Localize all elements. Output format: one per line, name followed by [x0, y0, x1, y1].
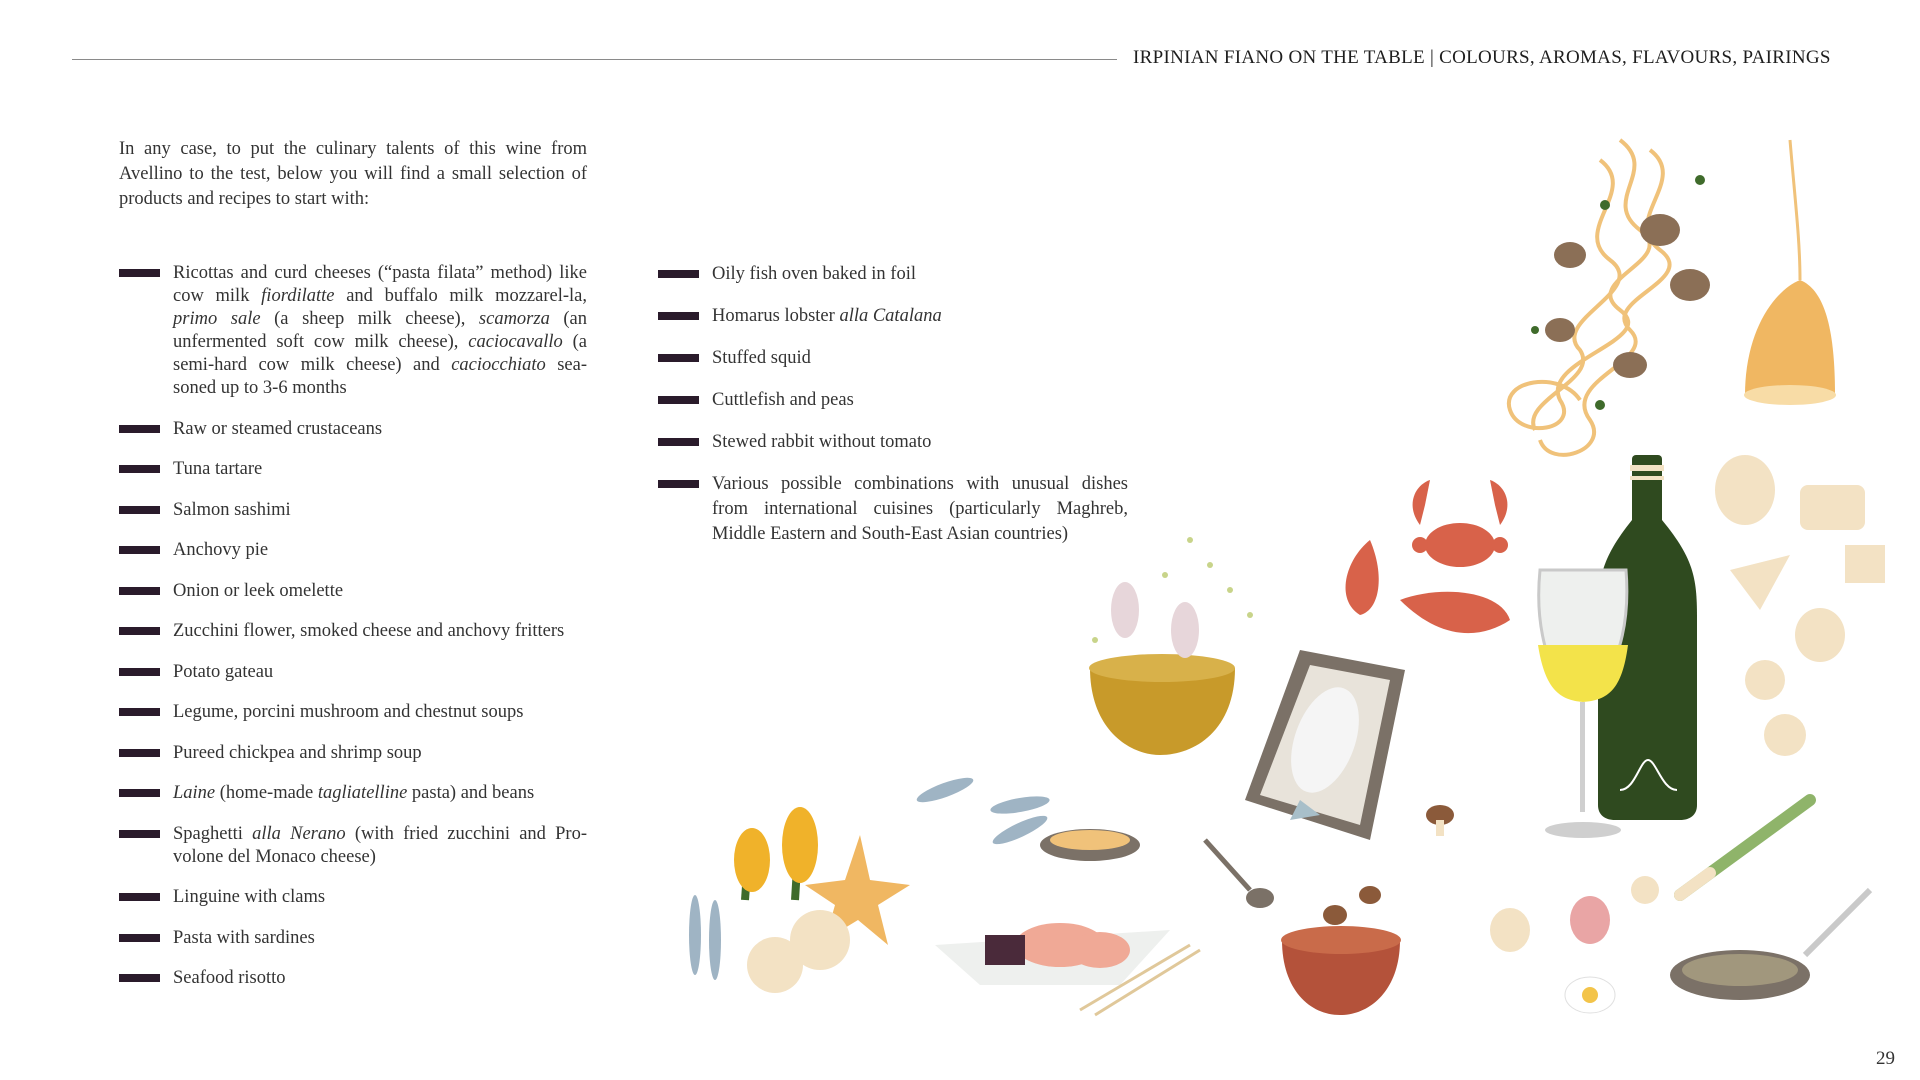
bullet-bar — [119, 789, 160, 797]
leek-illustration — [1680, 800, 1810, 895]
header-rule — [72, 59, 1117, 60]
list-item-text — [173, 540, 268, 560]
text-segment: sea-soned up to 3-6 months — [173, 355, 587, 398]
list-item-text — [173, 743, 422, 763]
text-segment: Cuttlefish and peas — [712, 390, 854, 410]
italic-term: scamorza — [478, 309, 550, 329]
list-item-text — [173, 702, 523, 722]
sardines-illustration — [914, 773, 1050, 849]
italic-term: Laine — [173, 783, 216, 803]
text-segment: Ricottas and curd cheeses (“pasta filata” method) like cow milk — [173, 263, 587, 306]
squid-bowl-illustration — [1089, 582, 1235, 755]
text-segment: Salmon sashimi — [173, 499, 291, 520]
spaghetti-illustration — [1509, 140, 1670, 455]
text-segment: (a sheep milk cheese), — [260, 309, 479, 329]
anchovy-pie-illustration — [1040, 829, 1140, 861]
intro-paragraph: In any case, to put the culinary talents of this wine from Avellino to the test, below you will find a small selection of products and recipes to start with: — [119, 139, 587, 209]
list-item — [119, 620, 587, 643]
italic-term: caciocavallo — [468, 332, 563, 352]
italic-term: alla Nerano — [252, 823, 346, 844]
text-segment: Stewed rabbit without tomato — [712, 432, 932, 452]
list-item-text — [173, 824, 587, 867]
list-item-text — [173, 887, 325, 907]
list-item — [119, 499, 587, 522]
pairing-list-left — [119, 262, 587, 1008]
bullet-bar — [119, 708, 160, 716]
frying-pan-illustration — [1670, 890, 1870, 1000]
anchovies-illustration — [689, 895, 721, 980]
text-segment: Homarus lobster — [712, 306, 840, 326]
list-item — [119, 967, 587, 990]
text-segment: Seafood risotto — [173, 968, 286, 988]
list-item-text — [173, 928, 315, 948]
eggs-onion-illustration — [1490, 876, 1659, 1013]
text-segment: Onion or leek omelette — [173, 580, 344, 601]
list-item — [119, 418, 587, 441]
cheeses-illustration — [1715, 455, 1885, 756]
text-segment: Zucchini flower, smoked cheese and anchovy fritters — [173, 621, 565, 641]
list-item — [119, 782, 587, 805]
crab-illustration — [1412, 480, 1508, 567]
text-segment: Linguine with clams — [173, 887, 326, 907]
text-segment: Pureed chickpea and shrimp soup — [173, 742, 422, 763]
text-segment: Tuna tartare — [173, 459, 263, 479]
page-number: 29 — [1876, 1048, 1895, 1069]
bullet-bar — [119, 668, 160, 676]
list-item — [119, 886, 587, 909]
text-segment: (home-made — [215, 783, 318, 803]
text-segment: Various possible combinations with unusual dishes from international cuisines (particularly Maghreb, Middle Eastern and South-East Asian countries) — [712, 474, 1128, 544]
list-item — [119, 927, 587, 950]
bullet-bar — [119, 269, 160, 277]
clams-illustration — [1545, 214, 1710, 378]
bullet-bar — [119, 974, 160, 982]
text-segment: Anchovy pie — [173, 540, 269, 560]
bullet-bar — [119, 465, 160, 473]
fritters-illustration — [747, 910, 850, 993]
list-item-text — [173, 459, 262, 479]
list-item — [119, 458, 587, 481]
text-segment: pasta) and beans — [407, 783, 535, 803]
list-item — [119, 661, 587, 684]
list-item-text — [173, 581, 343, 601]
list-item — [119, 262, 587, 400]
italic-term: fiordilatte — [261, 286, 335, 306]
bullet-bar — [119, 749, 160, 757]
list-item — [119, 539, 587, 562]
text-segment: (with fried zucchini and Pro-volone del Monaco cheese) — [173, 823, 587, 867]
bullet-bar — [119, 425, 160, 433]
list-item — [119, 742, 587, 765]
list-item-text — [173, 968, 286, 988]
italic-term: alla Catalana — [839, 306, 942, 326]
text-segment: Oily fish oven baked in foil — [712, 264, 916, 284]
text-segment: Raw or steamed crustaceans — [173, 418, 383, 439]
list-item — [119, 580, 587, 603]
italic-term: tagliatelline — [317, 783, 408, 803]
page-header-title: IRPINIAN FIANO ON THE TABLE | COLOURS, AROMAS, FLAVOURS, PAIRINGS — [1133, 47, 1831, 68]
list-item-text — [173, 662, 273, 682]
baked-fish-illustration — [1245, 650, 1405, 840]
italic-term: primo sale — [173, 309, 261, 329]
list-item — [119, 823, 587, 869]
list-item-text — [173, 500, 291, 520]
bullet-bar — [119, 587, 160, 595]
list-item — [119, 701, 587, 724]
text-segment: Potato gateau — [173, 661, 274, 682]
italic-term: caciocchiato — [451, 355, 546, 375]
list-item-text — [173, 621, 564, 641]
bullet-bar — [119, 627, 160, 635]
provolone-illustration — [1744, 140, 1836, 405]
salmon-sashimi-illustration — [935, 923, 1200, 1015]
spoon-illustration — [1205, 840, 1250, 890]
bullet-bar — [119, 546, 160, 554]
text-segment: Spaghetti — [173, 823, 253, 844]
text-segment: (an unfermented soft cow milk cheese), — [173, 309, 588, 352]
text-segment: Stuffed squid — [712, 348, 811, 368]
bullet-bar — [119, 506, 160, 514]
list-item-text — [173, 419, 382, 439]
text-segment: Pasta with sardines — [173, 927, 315, 948]
bullet-bar — [119, 934, 160, 942]
text-segment: Legume, porcini mushroom and chestnut soups — [173, 702, 524, 722]
food-illustration — [660, 120, 1920, 1040]
text-segment: (a semi-hard cow milk cheese) and — [173, 332, 587, 375]
bullet-bar — [119, 893, 160, 901]
list-item-text — [173, 263, 587, 398]
list-item-text — [173, 783, 534, 803]
bullet-bar — [119, 830, 160, 838]
text-segment: and buffalo milk mozzarel-la, — [334, 286, 587, 306]
